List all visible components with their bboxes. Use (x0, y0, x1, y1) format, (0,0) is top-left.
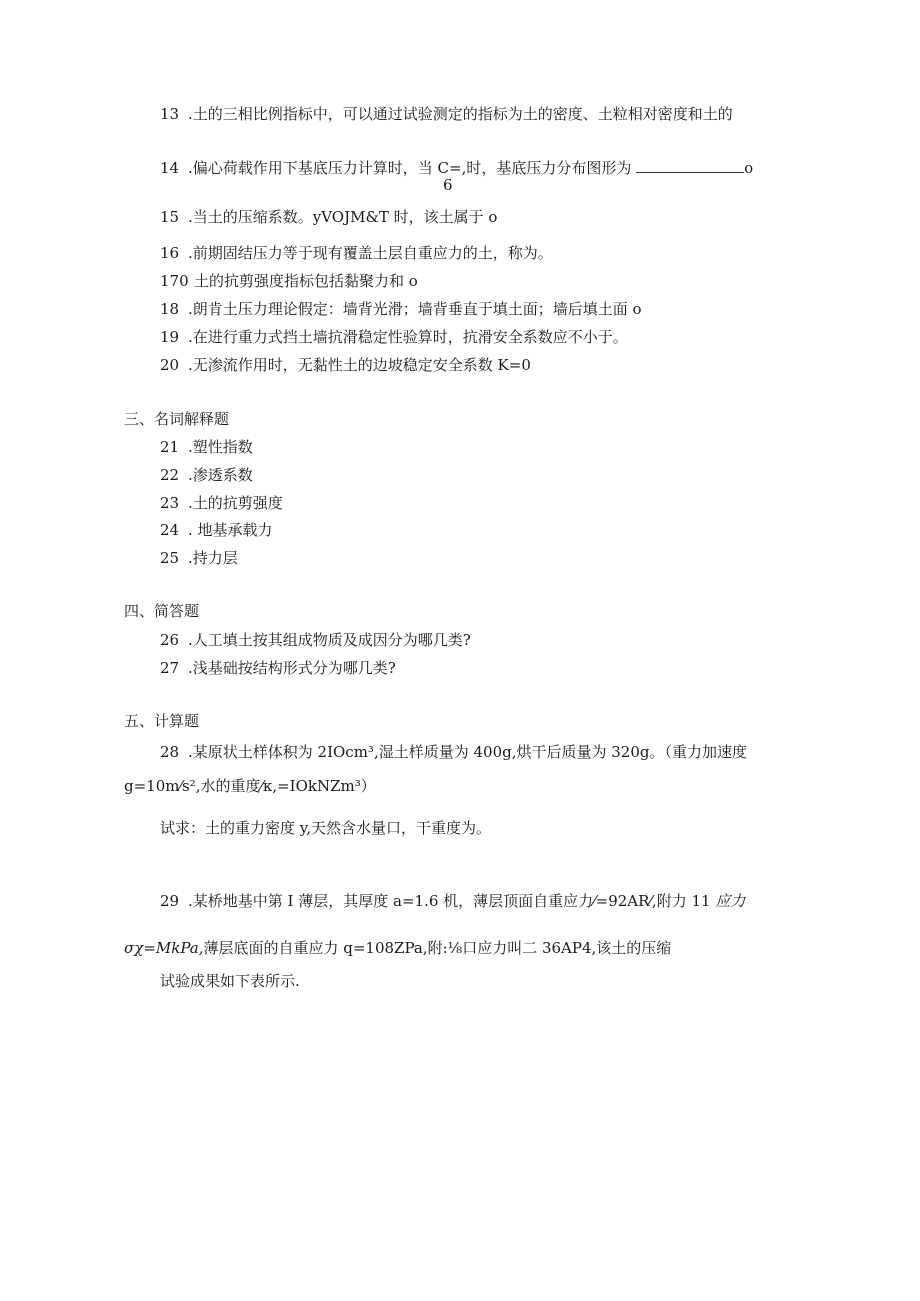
question-number: 24 (160, 521, 180, 539)
question-19 (160, 327, 628, 347)
question-number: 21 (160, 438, 180, 456)
question-28-line2: g=10m⁄s²,水的重度⁄κ,=IOkNZm³） (124, 777, 376, 795)
question-number: 18 (160, 300, 180, 318)
question-text: .朗肯土压力理论假定：墙背光滑；墙背垂直于填土面；墙后填土面 o (188, 300, 642, 318)
question-text: .土的抗剪强度 (188, 494, 283, 512)
question-17 (160, 271, 418, 291)
question-number: 22 (160, 466, 180, 484)
question-text: .当土的压缩系数。yVOJM&T 时，该土属于 o (188, 208, 498, 226)
question-14 (160, 158, 753, 178)
question-16 (160, 243, 553, 263)
section-title: 四、简答题 (124, 602, 200, 620)
question-text: .持力层 (188, 549, 238, 567)
question-number: 25 (160, 549, 180, 567)
fraction-denominator: 6 (443, 176, 453, 194)
term-item (160, 520, 273, 540)
question-number: 26 (160, 631, 180, 649)
question-text: .在进行重力式挡土墙抗滑稳定性验算时，抗滑安全系数应不小于。 (188, 328, 628, 346)
question-13 (160, 104, 733, 124)
section-title: 五、计算题 (124, 712, 200, 730)
question-text: .偏心荷载作用下基底压力计算时，当 C=,时，基底压力分布图形为 (188, 159, 632, 177)
question-29-line3: 试验成果如下表所示. (160, 972, 300, 990)
question-text: . 地基承载力 (188, 521, 273, 539)
question-29-line2 (124, 938, 671, 958)
term-item (160, 548, 238, 568)
question-text: .前期固结压力等于现有覆盖土层自重应力的土，称为。 (188, 244, 553, 262)
question-number: 170 (160, 272, 189, 290)
question-number: 13 (160, 105, 180, 123)
question-text: .塑性指数 (188, 438, 253, 456)
question-29-line1 (160, 891, 745, 911)
question-text-italic: 应力 (715, 892, 746, 910)
question-text: .渗透系数 (188, 466, 253, 484)
question-number: 29 (160, 892, 180, 910)
question-text: .某原状土样体积为 2IOcm³,湿土样质量为 400g,烘干后质量为 320g。（重力加速度 (188, 743, 747, 761)
question-15 (160, 207, 497, 227)
question-number: 23 (160, 494, 180, 512)
question-text-italic: σχ=MkPa, (124, 939, 204, 957)
question-text: 土的抗剪强度指标包括黏聚力和 o (194, 272, 418, 290)
question-number: 19 (160, 328, 180, 346)
question-28-line1 (160, 742, 747, 762)
question-number: 16 (160, 244, 180, 262)
question-number: 28 (160, 743, 180, 761)
question-text: .浅基础按结构形式分为哪几类? (188, 659, 396, 677)
question-18 (160, 299, 642, 319)
term-item (160, 437, 253, 457)
question-text: .人工填土按其组成物质及成因分为哪几类? (188, 631, 471, 649)
question-text: 薄层底面的自重应力 q=108ZPa,附:⅛口应力叫二 36AP4,该土的压缩 (203, 939, 672, 957)
question-text: .土的三相比例指标中，可以通过试验测定的指标为土的密度、土粒相对密度和土的 (188, 105, 733, 123)
question-number: 14 (160, 159, 180, 177)
short-answer-item (160, 658, 396, 678)
question-28-ask: 试求：土的重力密度 y,天然含水量口，干重度为。 (160, 819, 492, 837)
short-answer-item (160, 630, 471, 650)
question-text: .某桥地基中第 I 薄层，其厚度 a=1.6 机，薄层顶面自重应力⁄=92AR⁄,附力 11 (188, 892, 711, 910)
term-item (160, 465, 253, 485)
question-number: 15 (160, 208, 180, 226)
question-20 (160, 355, 531, 375)
section-title: 三、名词解释题 (124, 410, 230, 428)
question-text-end: o (744, 159, 754, 177)
question-number: 27 (160, 659, 180, 677)
question-text: .无渗流作用时，无黏性土的边坡稳定安全系数 K=0 (188, 356, 531, 374)
term-item (160, 493, 283, 513)
question-number: 20 (160, 356, 180, 374)
answer-blank (636, 158, 744, 173)
